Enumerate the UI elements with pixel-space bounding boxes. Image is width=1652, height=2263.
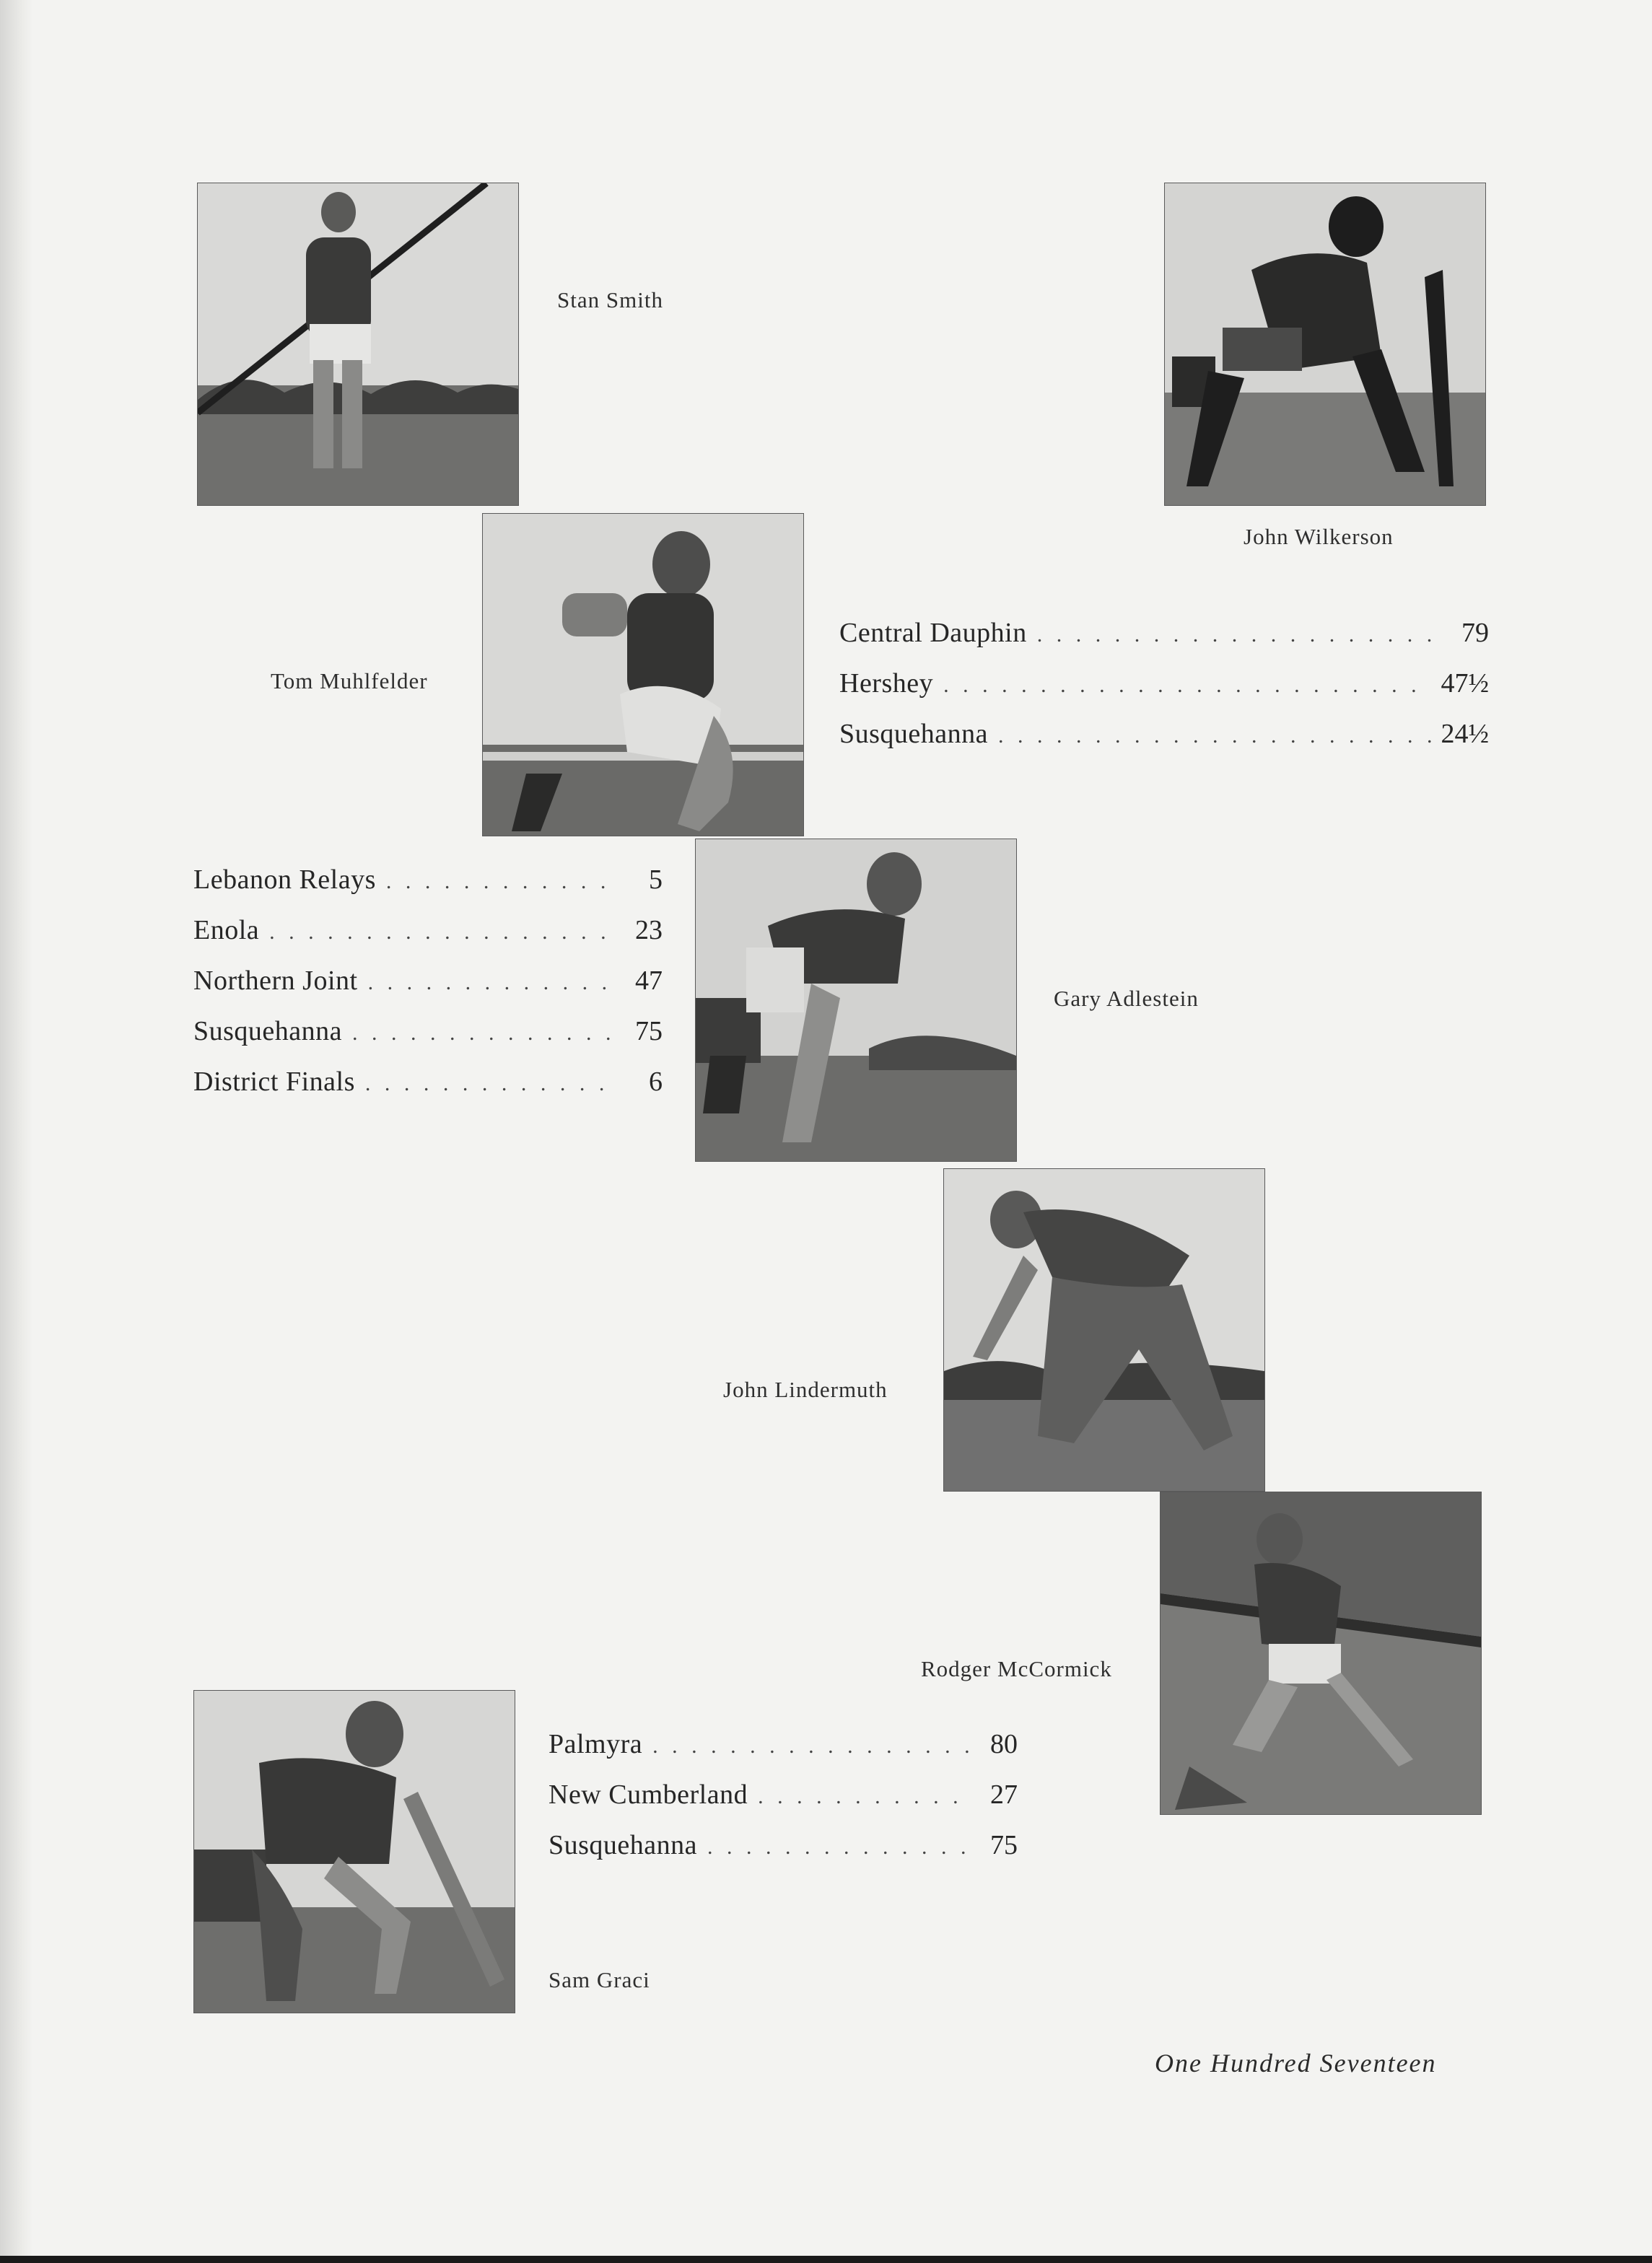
score: 24½ xyxy=(1441,719,1489,749)
caption-stan-smith: Stan Smith xyxy=(557,287,663,312)
dot-leader xyxy=(269,920,615,945)
result-row xyxy=(193,864,663,914)
dot-leader xyxy=(758,1785,970,1809)
photo-gary-adlestein xyxy=(695,839,1017,1162)
results-table-2 xyxy=(193,864,663,1116)
caption-tom-muhlfelder: Tom Muhlfelder xyxy=(271,668,428,693)
caption-rodger-mccormick: Rodger McCormick xyxy=(921,1656,1112,1681)
result-row xyxy=(839,718,1489,769)
score: 23 xyxy=(635,915,663,945)
page-number: One Hundred Seventeen xyxy=(1155,2049,1437,2078)
dot-leader xyxy=(368,971,615,995)
score: 80 xyxy=(990,1729,1018,1759)
dot-leader xyxy=(943,673,1430,698)
score: 75 xyxy=(990,1830,1018,1860)
photo-stan-smith xyxy=(197,183,519,506)
dot-leader xyxy=(386,870,615,894)
caption-gary-adlestein: Gary Adlestein xyxy=(1054,986,1199,1011)
photo-rodger-mccormick xyxy=(1160,1492,1482,1815)
results-table-1 xyxy=(839,617,1489,769)
team-name: Lebanon Relays xyxy=(193,865,376,895)
result-row xyxy=(193,965,663,1015)
result-row xyxy=(839,667,1489,718)
dot-leader xyxy=(365,1072,615,1096)
score: 47 xyxy=(635,966,663,996)
results-table-3 xyxy=(549,1728,1018,1880)
team-name: District Finals xyxy=(193,1067,355,1097)
photo-john-wilkerson xyxy=(1164,183,1486,506)
dot-leader xyxy=(707,1835,970,1860)
caption-john-wilkerson: John Wilkerson xyxy=(1244,524,1394,549)
result-row xyxy=(549,1829,1018,1880)
result-row xyxy=(193,1015,663,1066)
team-name: Northern Joint xyxy=(193,966,358,996)
page-bottom-edge xyxy=(0,2256,1652,2263)
result-row xyxy=(549,1728,1018,1779)
team-name: Hershey xyxy=(839,668,934,699)
team-name: Susquehanna xyxy=(193,1016,343,1046)
binding-shadow xyxy=(0,0,33,2263)
dot-leader xyxy=(352,1021,615,1046)
result-row xyxy=(193,1066,663,1116)
result-row xyxy=(549,1779,1018,1829)
team-name: Susquehanna xyxy=(549,1830,698,1860)
score: 47½ xyxy=(1441,668,1489,699)
team-name: Palmyra xyxy=(549,1729,643,1759)
dot-leader xyxy=(1037,623,1441,647)
dot-leader xyxy=(998,724,1430,748)
caption-john-lindermuth: John Lindermuth xyxy=(723,1377,888,1402)
team-name: New Cumberland xyxy=(549,1780,748,1810)
photo-sam-graci xyxy=(193,1690,515,2013)
score: 27 xyxy=(990,1780,1018,1810)
result-row xyxy=(839,617,1489,667)
photo-john-lindermuth xyxy=(943,1168,1265,1492)
score: 79 xyxy=(1461,618,1489,648)
team-name: Central Dauphin xyxy=(839,618,1027,648)
caption-sam-graci: Sam Graci xyxy=(549,1967,650,1992)
result-row xyxy=(193,914,663,965)
photo-tom-muhlfelder xyxy=(482,513,804,836)
team-name: Enola xyxy=(193,915,260,945)
dot-leader xyxy=(652,1734,970,1759)
score: 6 xyxy=(649,1067,663,1097)
score: 5 xyxy=(649,865,663,895)
team-name: Susquehanna xyxy=(839,719,989,749)
score: 75 xyxy=(635,1016,663,1046)
